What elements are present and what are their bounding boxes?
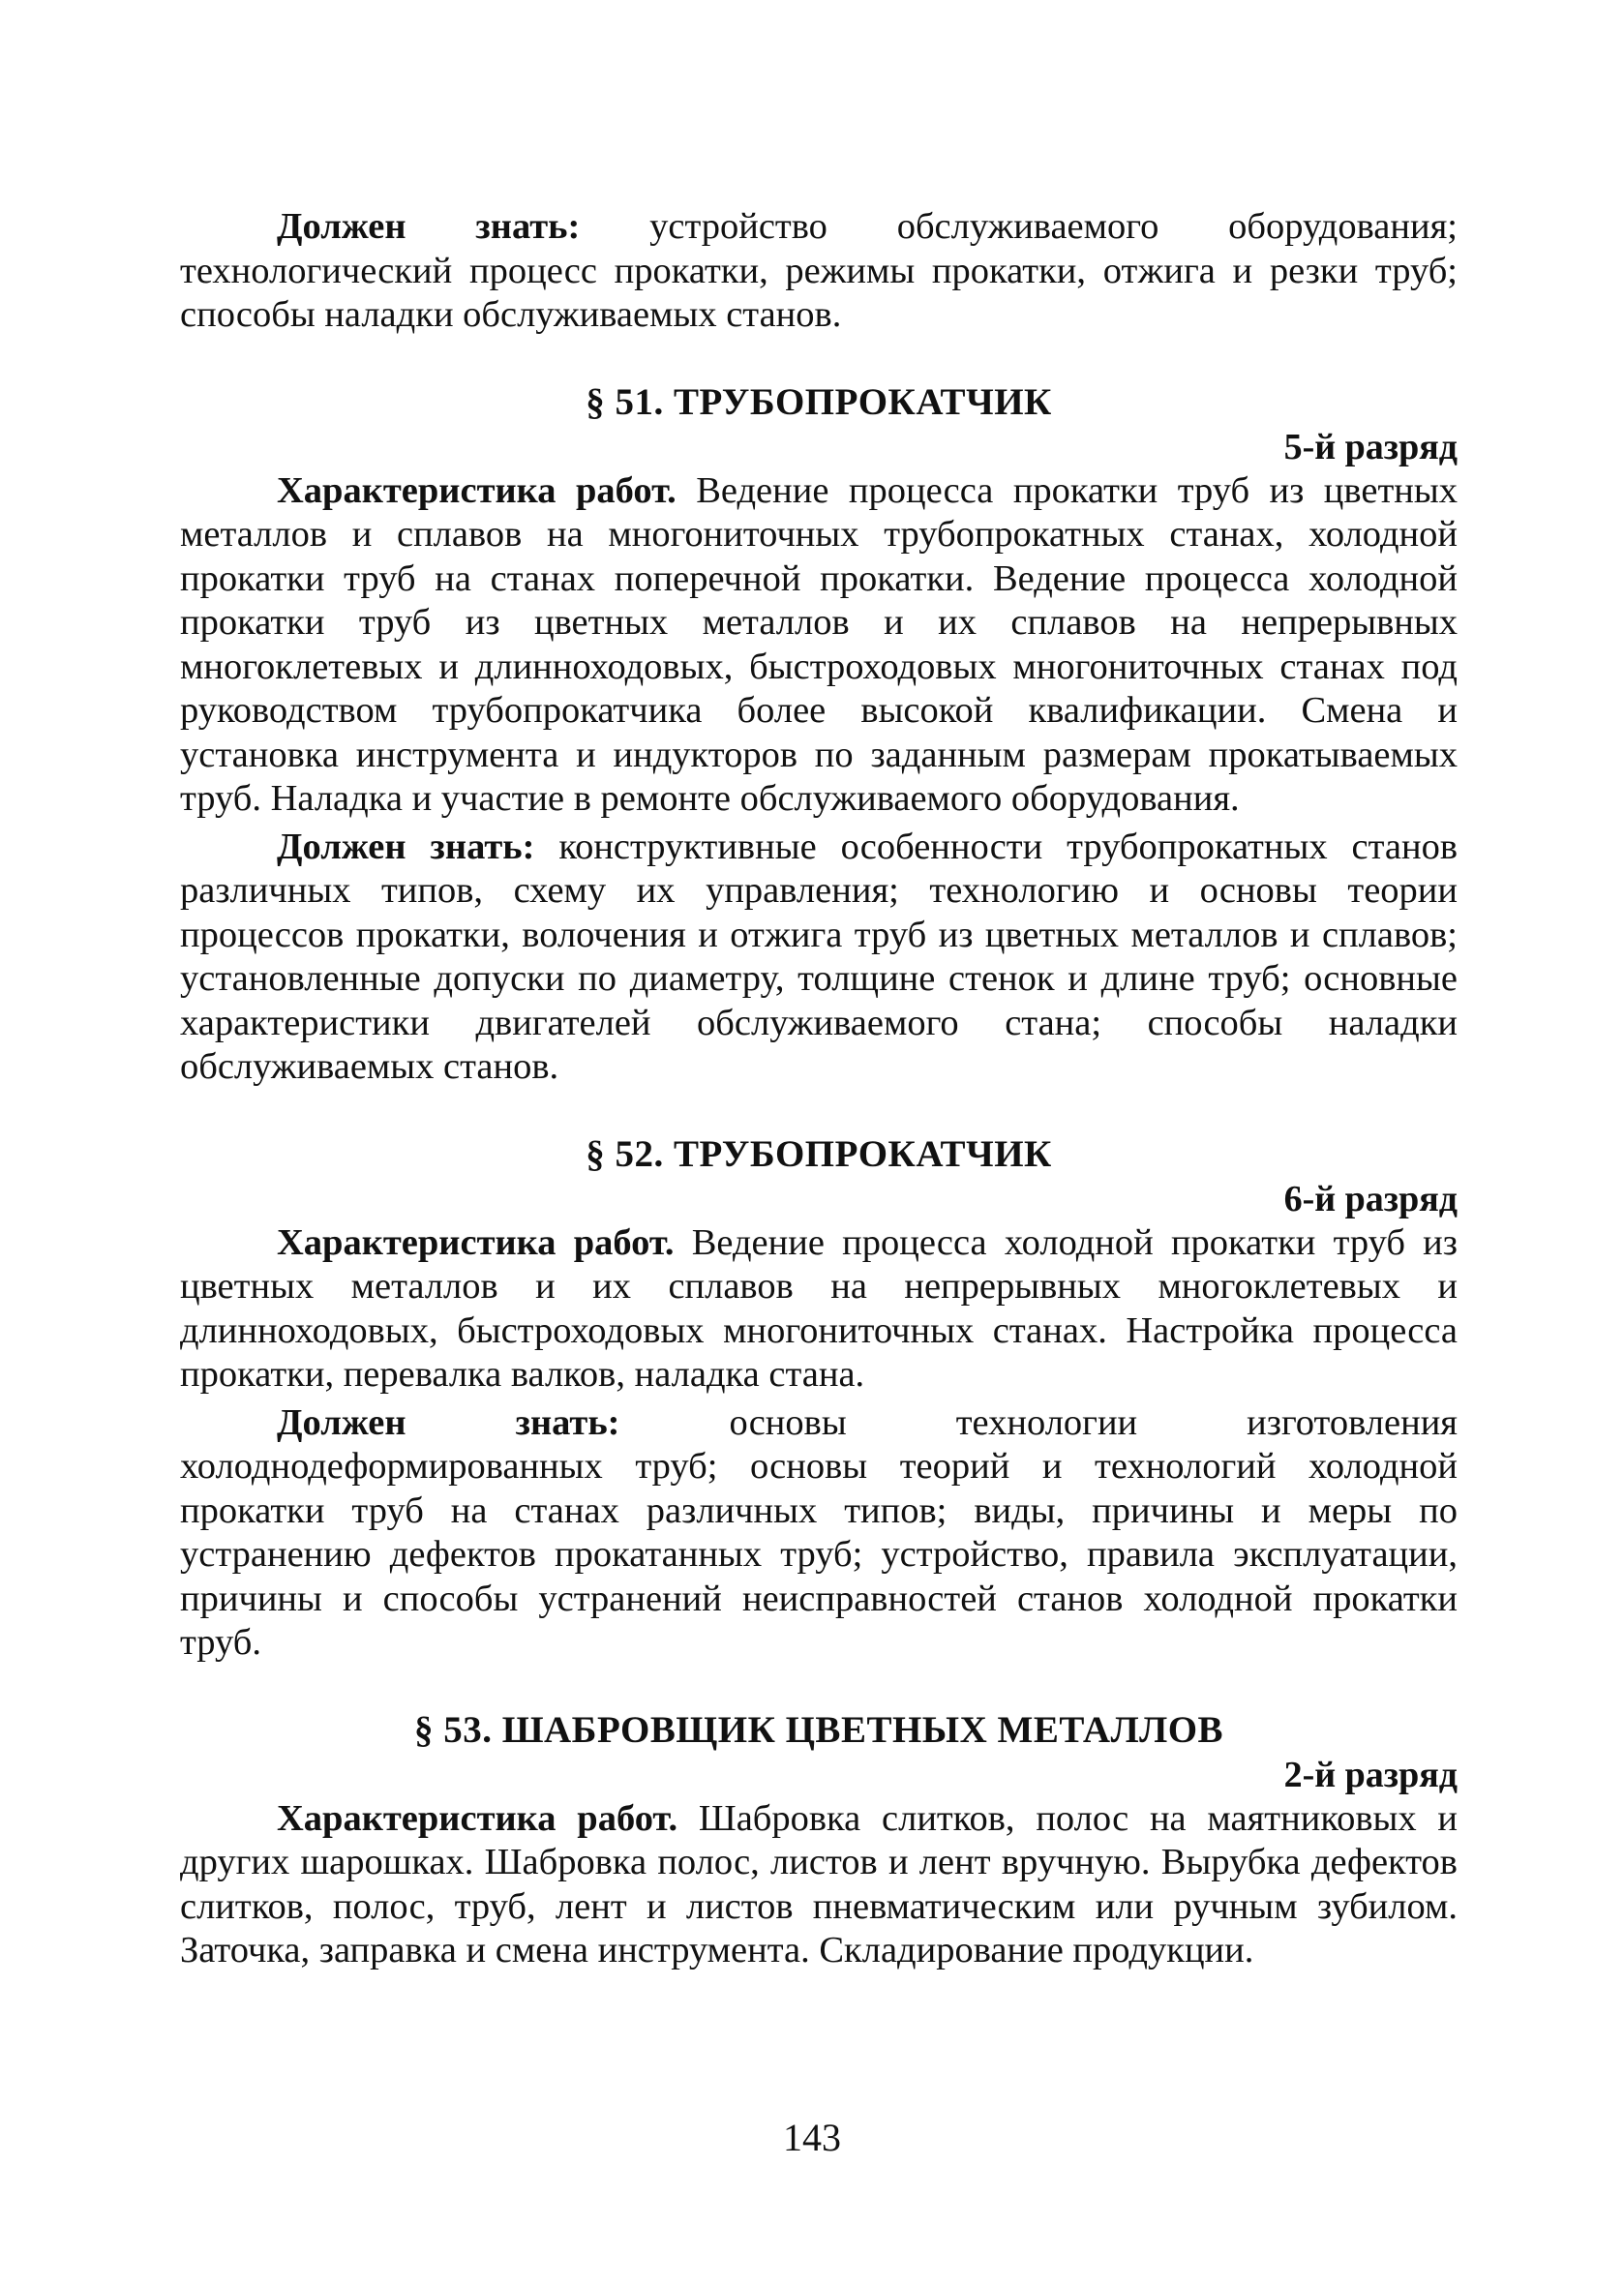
characteristic-label: Характеристика работ.: [277, 1797, 678, 1839]
knowledge-label: Должен знать:: [277, 1401, 620, 1443]
section-title: § 53. ШАБРОВЩИК ЦВЕТНЫХ МЕТАЛЛОВ: [413, 1708, 1224, 1751]
characteristic-text: Ведение процесса холодной прокатки труб из цветных металлов и их сплавов на непрерывных многоклетевых и длинноходовых, быстроходовых многониточных станах. Настройка процесса прокатки, перевалка валков, наладка стана.: [180, 1221, 1458, 1395]
grade-label: 5-й разряд: [1283, 426, 1458, 467]
section-51: [180, 380, 1458, 1090]
section-53: [180, 1708, 1458, 1973]
section-title: § 51. ТРУБОПРОКАТЧИК: [586, 380, 1052, 423]
intro-text: устройство обслуживаемого оборудования; технологический процесс прокатки, режимы прокатки, отжига и резки труб; способы наладки обслуживаемых станов.: [180, 206, 1458, 335]
knowledge-paragraph: [180, 1401, 1458, 1666]
characteristic-paragraph: [180, 469, 1458, 822]
page-number: 143: [783, 2116, 841, 2159]
section-title: § 52. ТРУБОПРОКАТЧИК: [586, 1132, 1052, 1175]
grade-label: 2-й разряд: [1283, 1754, 1458, 1795]
knowledge-label: Должен знать:: [277, 826, 535, 867]
section-52: [180, 1132, 1458, 1666]
knowledge-paragraph: [180, 826, 1458, 1090]
characteristic-paragraph: [180, 1797, 1458, 1973]
knowledge-text: конструктивные особенности трубопрокатных станов различных типов, схему их управления; технологию и основы теории процессов прокатки, волочения и отжига труб из цветных металлов и сплавов; установленные допуски по диаметру, толщине стенок и длине труб; основные характеристики двигателей обслуживаемого стана; способы наладки обслуживаемых станов.: [180, 826, 1458, 1087]
intro-paragraph: [180, 205, 1458, 338]
grade-label: 6-й разряд: [1283, 1178, 1458, 1219]
characteristic-label: Характеристика работ.: [277, 1221, 675, 1263]
characteristic-label: Характеристика работ.: [277, 469, 677, 511]
document-page: [180, 205, 1458, 1973]
knowledge-text: основы технологии изготовления холоднодеформированных труб; основы теорий и технологий холодной прокатки труб на станах различных типов; виды, причины и меры по устранению дефектов прокатанных труб; устройство, правила эксплуатации, причины и способы устранений неисправностей станов холодной прокатки труб.: [180, 1401, 1459, 1663]
intro-label: Должен знать:: [277, 206, 581, 247]
characteristic-paragraph: [180, 1221, 1458, 1398]
characteristic-text: Шабровка слитков, полос на маятниковых и других шарошках. Шабровка полос, листов и лент вручную. Вырубка дефектов слитков, полос, труб, лент и листов пневматическим или ручным зубилом. Заточка, заправка и смена инструмента. Складирование продукции.: [180, 1797, 1458, 1970]
characteristic-text: Ведение процесса прокатки труб из цветных металлов и сплавов на многониточных трубопрокатных станах, холодной прокатки труб на станах поперечной прокатки. Ведение процесса холодной прокатки труб из цветных металлов и их сплавов на непрерывных многоклетевых и длинноходовых, быстроходовых многониточных станах под руководством трубопрокатчика более высокой квалификации. Смена и установка инструмента и индукторов по заданным размерам прокатываемых труб. Наладка и участие в ремонте обслуживаемого оборудования.: [180, 469, 1458, 819]
